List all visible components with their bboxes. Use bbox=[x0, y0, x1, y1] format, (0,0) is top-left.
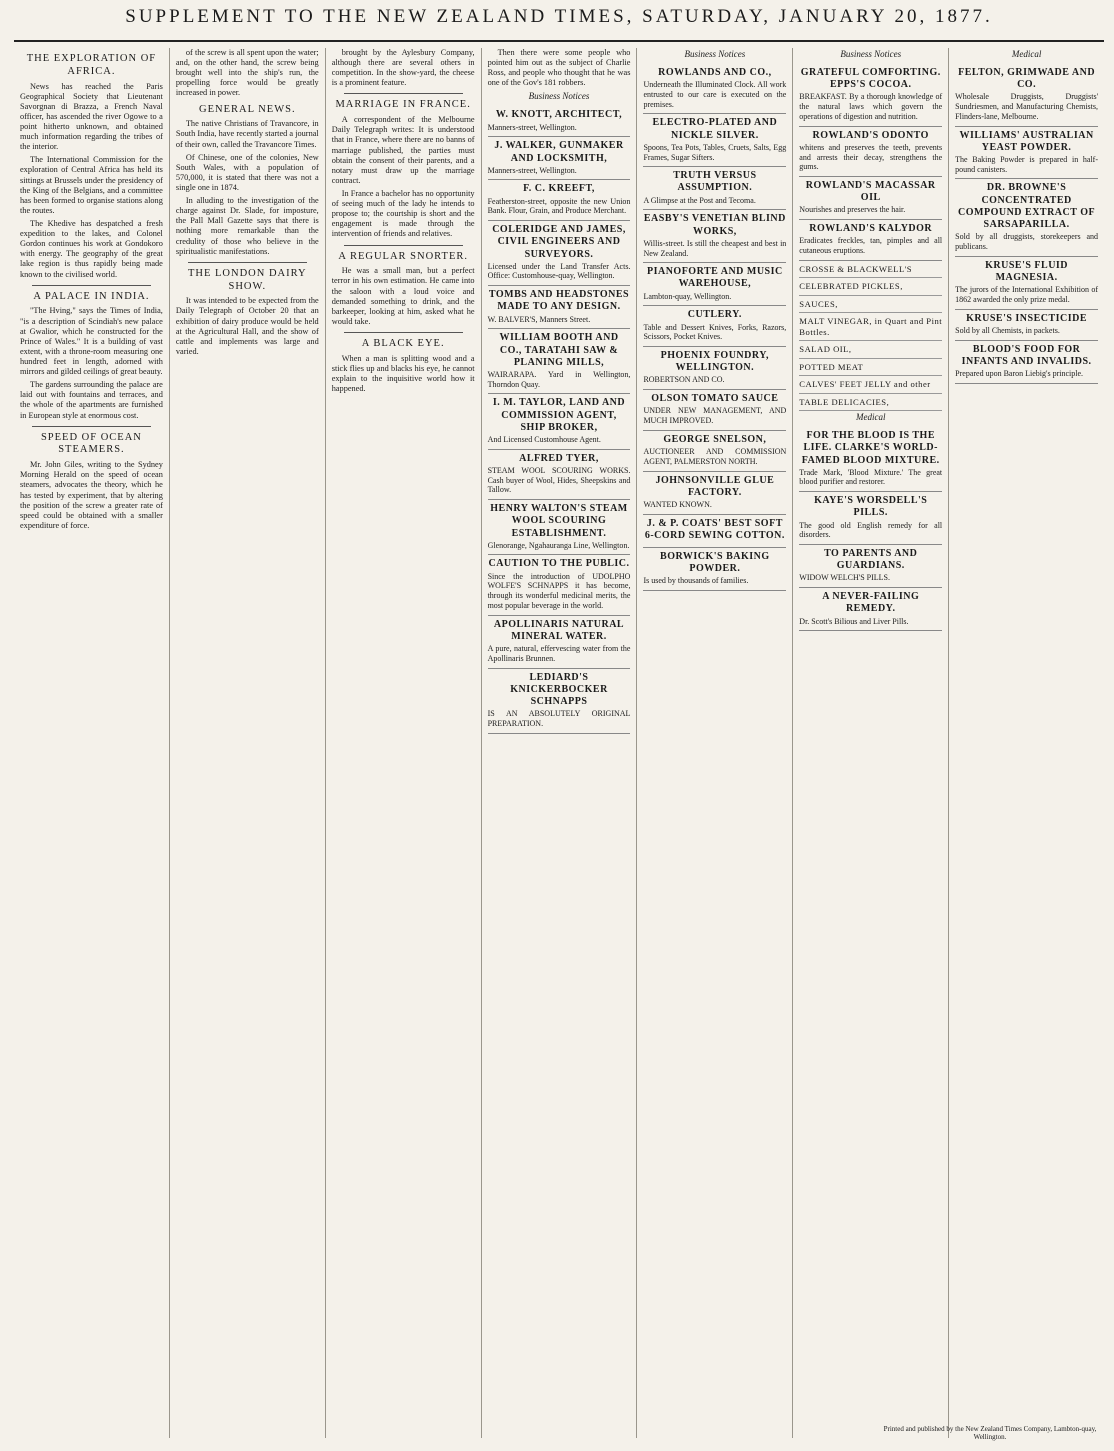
ad-title: ALFRED TYER, bbox=[519, 452, 599, 464]
ad-body: whitens and preserves the teeth, prevents and arrests their decay, strengthens the gums. bbox=[799, 142, 943, 172]
advertisement bbox=[643, 167, 786, 210]
ad-body: WIDOW WELCH'S PILLS. bbox=[799, 573, 890, 583]
ad-body: And Licensed Customhouse Agent. bbox=[487, 434, 601, 444]
advertisement bbox=[488, 329, 631, 394]
advertisement bbox=[488, 286, 631, 329]
ad-title: TABLE DELICACIES, bbox=[799, 396, 890, 407]
column-4 bbox=[482, 48, 638, 1438]
ad-body: Sold by all Chemists, in packets. bbox=[955, 325, 1060, 335]
advertisement bbox=[488, 450, 631, 500]
headline-snorter: A REGULAR SNORTER. bbox=[338, 250, 468, 262]
ad-title: BLOOD'S FOOD FOR INFANTS AND INVALIDS. bbox=[961, 343, 1092, 367]
ad-body: Glenorange, Ngahauranga Line, Wellington. bbox=[487, 540, 630, 550]
article-paragraph: Of Chinese, one of the colonies, New South Wales, with a population of 570,000, it is stated that there was not a single one in 1874. bbox=[175, 152, 319, 192]
ad-body: IS AN ABSOLUTELY ORIGINAL PREPARATION. bbox=[487, 709, 631, 728]
ad-title: PIANOFORTE AND MUSIC WAREHOUSE, bbox=[646, 266, 783, 290]
ad-title: CALVES' FEET JELLY and other bbox=[799, 379, 931, 390]
article-paragraph: It was intended to be expected from the Daily Telegraph of October 20 that an exhibition of dairy produce would be held at the Agricultural Hall, and the show of cattle and implements was large and varied. bbox=[175, 296, 319, 356]
ad-body: Sold by all druggists, storekeepers and publicans. bbox=[955, 232, 1099, 251]
ad-body: Dr. Scott's Bilious and Liver Pills. bbox=[799, 616, 909, 626]
section-header: Business Notices bbox=[840, 49, 902, 59]
article-paragraph: News has reached the Paris Geographical Society that Lieutenant Savorgnan di Brazza, a French Naval officer, has ascended the river Ogowe to a point hitherto unknown, and obtained much information regarding the tribes of the interior. bbox=[20, 81, 163, 152]
section-header: Medical bbox=[855, 412, 886, 423]
ad-title: ELECTRO-PLATED AND NICKLE SILVER. bbox=[652, 117, 778, 141]
advertisement bbox=[955, 310, 1098, 341]
advertisement bbox=[643, 64, 786, 114]
advertisement bbox=[955, 341, 1098, 384]
ad-title: OLSON TOMATO SAUCE bbox=[651, 393, 779, 405]
headline-marriage: MARRIAGE IN FRANCE. bbox=[335, 99, 471, 111]
article-paragraph: The native Christians of Travancore, in South India, have recently started a journal of their own, called the Travancore Times. bbox=[175, 119, 319, 149]
ads-list bbox=[799, 64, 942, 631]
advertisement bbox=[488, 669, 631, 734]
advertisement-line bbox=[799, 261, 942, 278]
ad-title: CELEBRATED PICKLES, bbox=[799, 281, 903, 292]
ads-list bbox=[643, 64, 786, 591]
ad-title: DR. BROWNE'S CONCENTRATED COMPOUND EXTRACT OF SARSAPARILLA. bbox=[958, 182, 1096, 231]
ad-body: Featherston-street, opposite the new Union Bank. Flour, Grain, and Produce Merchant. bbox=[487, 196, 631, 216]
advertisement bbox=[643, 548, 786, 591]
advertisement bbox=[488, 221, 631, 286]
ad-title: MALT VINEGAR, bbox=[799, 316, 873, 327]
ad-body: Nourishes and preserves the hair. bbox=[799, 205, 906, 215]
advertisement bbox=[488, 180, 631, 221]
masthead bbox=[14, 6, 1104, 42]
divider bbox=[188, 262, 307, 263]
advertisement bbox=[643, 210, 786, 263]
ad-title: I. M. TAYLOR, LAND AND COMMISSION AGENT, SHIP BROKER, bbox=[492, 397, 626, 433]
headline-exploration: THE EXPLORATION OF AFRICA. bbox=[26, 53, 157, 77]
ad-body: BREAKFAST. By a thorough knowledge of the natural laws which govern the operations of digestion and nutrition. bbox=[799, 92, 943, 121]
ad-title: SAUCES, bbox=[799, 298, 838, 309]
advertisement bbox=[955, 127, 1098, 180]
advertisement bbox=[643, 390, 786, 431]
ad-body: W. BALVER'S, Manners Street. bbox=[487, 314, 591, 324]
ad-body: Wholesale Druggists, Druggists' Sundriesmen, and Manufacturing Chemists, Flinders-lane, Melbourne. bbox=[955, 92, 1099, 121]
ad-title: J. WALKER, GUNMAKER AND LOCKSMITH, bbox=[494, 140, 624, 164]
ad-title: CROSSE & BLACKWELL'S bbox=[799, 263, 913, 274]
ad-body: The good old English remedy for all disorders. bbox=[799, 520, 943, 540]
ad-title: J. & P. COATS' BEST SOFT 6-CORD SEWING COTTON. bbox=[644, 517, 785, 541]
masthead-title: SUPPLEMENT TO THE NEW ZEALAND TIMES, SATURDAY, JANUARY 20, 1877. bbox=[125, 6, 993, 27]
advertisement bbox=[643, 515, 786, 548]
ad-title: SALAD OIL, bbox=[799, 344, 852, 355]
advertisement bbox=[955, 64, 1098, 127]
ad-title: F. C. KREEFT, bbox=[523, 183, 595, 195]
ad-title: ROWLANDS AND CO., bbox=[658, 66, 772, 78]
ad-title: CAUTION TO THE PUBLIC. bbox=[488, 558, 630, 570]
advertisement-line bbox=[799, 394, 942, 411]
divider bbox=[344, 93, 463, 94]
headline-steamers: SPEED OF OCEAN STEAMERS. bbox=[40, 431, 142, 456]
divider bbox=[344, 332, 463, 333]
advertisement bbox=[488, 394, 631, 449]
ad-body: The Baking Powder is prepared in half-pound canisters. bbox=[955, 154, 1099, 174]
article-paragraph: In France a bachelor has no opportunity of seeing much of the lady he intends to propose to; the courtship is short and the engagement is made through the intervention of friends and relatives. bbox=[331, 189, 475, 239]
column-6 bbox=[793, 48, 949, 1438]
ad-title: KAYE'S WORSDELL'S PILLS. bbox=[814, 495, 928, 519]
ad-body: Underneath the Illuminated Clock. All work entrusted to our care is executed on the premises. bbox=[643, 80, 787, 109]
column-3 bbox=[326, 48, 482, 1438]
ad-title: POTTED MEAT bbox=[799, 361, 864, 372]
ad-title: BORWICK'S BAKING POWDER. bbox=[660, 551, 770, 575]
ad-body: STEAM WOOL SCOURING WORKS. Cash buyer of Wool, Hides, Sheepskins and Tallow. bbox=[487, 465, 631, 495]
article-paragraph: The Khedive has despatched a fresh expedition to the lakes, and Colonel Gordon continues his work at Gondokoro with energy. The geography of the great lake region is thus rapidly being made known to the civilised world. bbox=[20, 219, 163, 279]
ad-title: JOHNSONVILLE GLUE FACTORY. bbox=[655, 474, 775, 498]
advertisement-line bbox=[799, 359, 942, 376]
section-header: Medical bbox=[1011, 49, 1042, 59]
advertisement bbox=[799, 545, 942, 588]
divider bbox=[32, 426, 151, 427]
ad-body: WANTED KNOWN. bbox=[643, 499, 712, 509]
ad-title: KRUSE'S INSECTICIDE bbox=[966, 312, 1088, 324]
ad-title: ROWLAND'S MACASSAR OIL bbox=[805, 180, 936, 204]
ad-body: Spoons, Tea Pots, Tables, Cruets, Salts, Egg Frames, Sugar Sifters. bbox=[643, 142, 787, 162]
ads-list bbox=[488, 106, 631, 733]
headline-black-eye: A BLACK EYE. bbox=[361, 338, 445, 349]
ad-title: ROWLAND'S ODONTO bbox=[812, 129, 929, 141]
advertisement-line bbox=[799, 313, 942, 341]
article-paragraph: "The Hving," says the Times of India, "is a description of Scindiah's new palace at Gwalior, which he constructed for the Prince of Wales." It is a building of vast extent, with a throne-room measuring one hundred feet in length, adorned with mirrors and gilded ceilings of great beauty. bbox=[20, 306, 163, 377]
headline-dairy-show: THE LONDON DAIRY SHOW. bbox=[187, 267, 307, 292]
ad-body: UNDER NEW MANAGEMENT, AND MUCH IMPROVED. bbox=[643, 406, 787, 426]
ad-body: Licensed under the Land Transfer Acts. Office: Customhouse-quay, Wellington. bbox=[487, 261, 631, 281]
ad-title: A NEVER-FAILING REMEDY. bbox=[822, 591, 920, 615]
advertisement bbox=[799, 492, 942, 545]
ad-body: Trade Mark, 'Blood Mixture.' The great blood purifier and restorer. bbox=[799, 467, 943, 487]
ad-body: A pure, natural, effervescing water from the Apollinaris Brunnen. bbox=[487, 644, 631, 663]
advertisement bbox=[955, 257, 1098, 310]
advertisement bbox=[799, 64, 942, 127]
ad-title: LEDIARD'S KNICKERBOCKER SCHNAPPS bbox=[510, 671, 608, 707]
ads-list bbox=[955, 64, 1098, 384]
ad-title: CUTLERY. bbox=[687, 309, 742, 321]
ad-body: The jurors of the International Exhibition of 1862 awarded the only prize medal. bbox=[955, 285, 1099, 304]
article-paragraph: The International Commission for the exploration of Central Africa has held its sittings at Brussels under the presidency of the King of the Belgians, and a committee has been formed to organise stations along the routes. bbox=[20, 155, 163, 215]
ad-body: Manners-street, Wellington. bbox=[487, 165, 577, 175]
column-5 bbox=[637, 48, 793, 1438]
column-2 bbox=[170, 48, 326, 1438]
ad-title: EASBY'S VENETIAN BLIND WORKS, bbox=[643, 213, 786, 237]
ad-body: Table and Dessert Knives, Forks, Razors, Scissors, Pocket Knives. bbox=[643, 322, 787, 342]
advertisement bbox=[488, 500, 631, 555]
advertisement bbox=[643, 263, 786, 306]
advertisement bbox=[488, 555, 631, 615]
ad-title: FOR THE BLOOD IS THE LIFE. CLARKE'S WORLD-FAMED BLOOD MIXTURE. bbox=[801, 430, 940, 466]
ad-title: GEORGE SNELSON, bbox=[663, 433, 767, 445]
headline-palace: A PALACE IN INDIA. bbox=[33, 290, 150, 302]
ad-title: COLERIDGE AND JAMES, CIVIL ENGINEERS AND SURVEYORS. bbox=[492, 224, 626, 260]
ad-title: WILLIAM BOOTH AND CO., TARATAHI SAW & PLANING MILLS, bbox=[499, 332, 619, 368]
ad-title: TOMBS AND HEADSTONES MADE TO ANY DESIGN. bbox=[488, 289, 630, 313]
ad-title: W. KNOTT, ARCHITECT, bbox=[495, 109, 623, 121]
columns bbox=[14, 48, 1104, 1438]
advertisement bbox=[799, 127, 942, 177]
ad-body: ROBERTSON AND CO. bbox=[643, 375, 725, 385]
ad-title: APOLLINARIS NATURAL MINERAL WATER. bbox=[493, 618, 625, 642]
ad-title: GRATEFUL COMFORTING. EPPS'S COCOA. bbox=[800, 66, 941, 91]
ad-body: Willis-street. Is still the cheapest and best in New Zealand. bbox=[643, 238, 787, 258]
ad-body: Is used by thousands of families. bbox=[643, 576, 749, 586]
article-paragraph: brought by the Aylesbury Company, although there are several others in competition. In the show-yard, the cheese is a prominent feature. bbox=[331, 48, 475, 88]
advertisement bbox=[799, 588, 942, 631]
ad-title: ROWLAND'S KALYDOR bbox=[809, 223, 933, 235]
divider bbox=[344, 245, 463, 246]
ad-title: HENRY WALTON'S STEAM WOOL SCOURING ESTABLISHMENT. bbox=[490, 503, 628, 539]
ad-title: KRUSE'S FLUID MAGNESIA. bbox=[985, 259, 1069, 283]
article-paragraph: He was a small man, but a perfect terror in his own estimation. He came into the saloon with a loud voice and demanded something to drink, and the barkeeper, looking at him, asked what he would take. bbox=[331, 266, 475, 326]
advertisement bbox=[488, 137, 631, 180]
article-paragraph: In alluding to the investigation of the charge against Dr. Slade, for imposture, the Pall Mall Gazette says that there is nothing more remarkable than the credulity of those who believe in the spiritualistic manifestations. bbox=[175, 196, 319, 256]
advertisement bbox=[643, 114, 786, 167]
advertisement bbox=[799, 427, 942, 492]
article-paragraph: Mr. John Giles, writing to the Sydney Morning Herald on the speed of ocean steamers, advocates the theory, which he has tested by experiment, that by altering the position of the screw a greater rate of speed could be obtained with a smaller expenditure of force. bbox=[20, 460, 163, 530]
advertisement-line bbox=[799, 376, 942, 393]
advertisement bbox=[799, 220, 942, 261]
advertisement bbox=[643, 472, 786, 515]
advertisement-line bbox=[799, 278, 942, 295]
advertisement bbox=[799, 177, 942, 220]
ad-body: Since the introduction of UDOLPHO WOLFE'S SCHNAPPS it has become, through its wonderful medicinal merits, the most popular beverage in the world. bbox=[487, 571, 631, 610]
ad-title: PHOENIX FOUNDRY, WELLINGTON. bbox=[660, 350, 770, 374]
article-paragraph: A correspondent of the Melbourne Daily Telegraph writes: It is understood that in France, where there are no banns of marriage published, the parties must obtain the consent of their parents, and a notary must draw up the marriage contract. bbox=[331, 115, 475, 185]
advertisement-line bbox=[799, 341, 942, 358]
advertisement bbox=[643, 306, 786, 347]
ad-body: Lambton-quay, Wellington. bbox=[643, 291, 732, 301]
ad-body: Eradicates freckles, tan, pimples and all cutaneous eruptions. bbox=[799, 236, 943, 256]
advertisement bbox=[488, 106, 631, 137]
section-header: Business Notices bbox=[528, 91, 590, 102]
ad-body: AUCTIONEER AND COMMISSION AGENT, PALMERSTON NORTH. bbox=[643, 447, 787, 466]
advertisement bbox=[488, 616, 631, 669]
headline-general-news: GENERAL NEWS. bbox=[198, 103, 296, 115]
article-paragraph: Then there were some people who pointed him out as the subject of Charlie Ross, and people who thought that he was one of the Gov's 181 robbers. bbox=[487, 48, 631, 88]
ad-body: WAIRARAPA. Yard in Wellington, Thorndon Quay. bbox=[487, 369, 631, 389]
ad-title: TO PARENTS AND GUARDIANS. bbox=[824, 548, 918, 572]
advertisement bbox=[643, 347, 786, 390]
ad-body: Prepared upon Baron Liebig's principle. bbox=[955, 368, 1084, 378]
article-paragraph: of the screw is all spent upon the water; and, on the other hand, the screw being brought well into the ship's run, the propelling force would be greatly increased in power. bbox=[175, 48, 319, 98]
ad-body: A Glimpse at the Post and Tecoma. bbox=[643, 195, 756, 205]
advertisement-line bbox=[799, 296, 942, 313]
advertisement bbox=[955, 179, 1098, 256]
divider bbox=[32, 285, 151, 286]
advertisement bbox=[643, 431, 786, 472]
ad-title: WILLIAMS' AUSTRALIAN YEAST POWDER. bbox=[959, 129, 1094, 153]
ad-title: TRUTH VERSUS ASSUMPTION. bbox=[673, 170, 757, 194]
ad-title: FELTON, GRIMWADE AND CO. bbox=[958, 66, 1096, 91]
section-header: Business Notices bbox=[684, 49, 746, 59]
imprint-footer: Printed and published by the New Zealand Times Company, Lambton-quay, Wellington. bbox=[883, 1425, 1097, 1441]
article-paragraph: When a man is splitting wood and a stick flies up and blacks his eye, he cannot explain to the inquisitive world how it happened. bbox=[331, 353, 475, 394]
column-1 bbox=[14, 48, 170, 1438]
column-7 bbox=[949, 48, 1104, 1438]
ad-body: Manners-street, Wellington. bbox=[487, 122, 577, 132]
ad-body: in Quart and Pint Bottles. bbox=[799, 316, 943, 337]
article-paragraph: The gardens surrounding the palace are laid out with fountains and terraces, and the whole of the apartments are furnished in European style at enormous cost. bbox=[20, 380, 163, 420]
